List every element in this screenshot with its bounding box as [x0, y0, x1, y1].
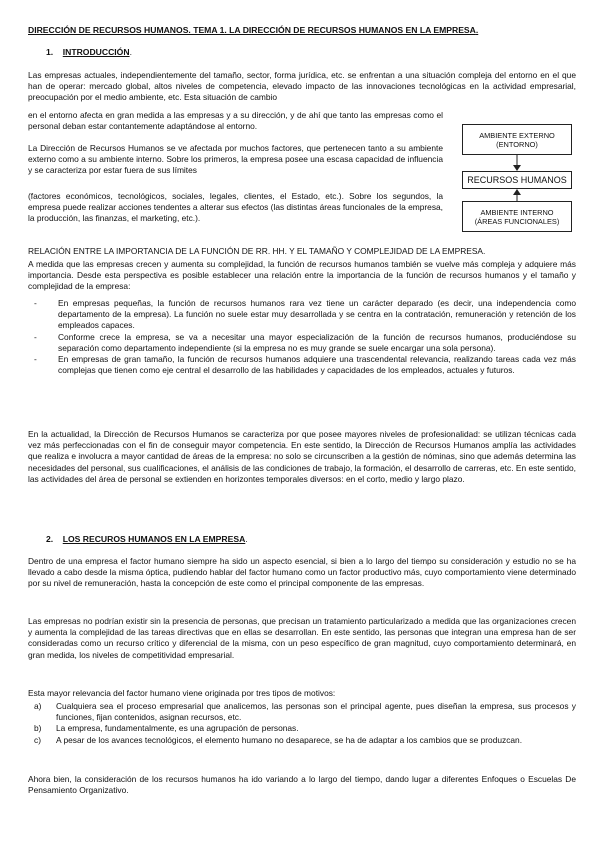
section-2-paragraph-3 [28, 688, 576, 699]
list-item [28, 735, 576, 746]
section-2-paragraph-1 [28, 556, 576, 590]
intro-paragraph-3 [28, 191, 443, 225]
intro-paragraph-1-text: Las empresas actuales, independientemente del tamaño, sector, forma jurídica, etc. se enfrentan a una situación compleja del entorno en el que han de operar: mercado global, altos niveles de competencia, elevado impacto de las innovaciones tecnológicas en la actividad empresarial, preocupación por el medio ambiente, etc. Esta situación de cambio [28, 70, 576, 103]
section-2-number: 2. [46, 534, 54, 544]
list-item-text: A pesar de los avances tecnológicos, el elemento humano no desaparece, se ha de adaptar a los cambios que se produzcan. [56, 734, 523, 745]
section-2-paragraph-4-text: Ahora bien, la consideración de los recursos humanos ha ido variando a lo largo del tiempo, dando lugar a diferentes Enfoques o Escuelas De Pensamiento Organizativo. [28, 774, 576, 796]
list-item [28, 723, 576, 734]
external-environment-label: AMBIENTE EXTERNO [479, 130, 555, 140]
relationship-closing-text: En la actualidad, la Dirección de Recursos Humanos se caracteriza por que posee mayores niveles de profesionalidad: se utilizan técnicas cada vez más perfeccionadas con el fin de conseguir mayor competencia. En este sentido, la Dirección de Recursos Humanos amplía las actividades que realiza e involucra a mayor cantidad de áreas de la empresa: no solo se circunscriben a la gestión de nóminas, sino que además determina las necesidades del personal, sus cualificaciones, el análisis de las condiciones de trabajo, la formación, el desarrollo de carreras, etc. En este sentido, las actividades del área de personal se extienden en horizontes temporales diversos: en el corto, medio y largo plazo. [28, 429, 576, 484]
internal-environment-sublabel: (ÁREAS FUNCIONALES) [474, 216, 560, 226]
document-title [28, 25, 478, 36]
arrow-head-bottom [513, 189, 521, 195]
document-title-text: DIRECCIÓN DE RECURSOS HUMANOS. TEMA 1. LA DIRECCIÓN DE RECURSOS HUMANOS EN LA EMPRESA [28, 25, 476, 35]
intro-paragraph-2 [28, 143, 443, 177]
section-2-title-period: . [245, 534, 248, 544]
section-1-heading [46, 47, 132, 58]
intro-paragraph-1 [28, 70, 576, 104]
list-item [28, 701, 576, 723]
relationship-intro [28, 259, 576, 293]
relationship-heading [28, 246, 485, 257]
section-2-paragraph-3-text: Esta mayor relevancia del factor humano viene originada por tres tipos de motivos: [28, 688, 336, 698]
external-environment-box [462, 124, 572, 155]
section-2-paragraph-4 [28, 774, 576, 796]
section-2-paragraph-2 [28, 616, 576, 661]
list-item-text: Cualquiera sea el proceso empresarial que analicemos, las personas son el principal agente, pues diseñan la empresa, sus procesos y funciones, fijan contenidos, asignan recursos, etc. [56, 701, 576, 723]
intro-paragraph-2-text: La Dirección de Recursos Humanos se ve afectada por muchos factores, que pertenecen tanto a su ambiente externo como a su ambiente interno. Sobre los primeros, la empresa posee una escasa capacidad de influencia y se caracteriza por estar fuera de sus límites [28, 143, 443, 176]
document-title-period: . [475, 25, 479, 35]
list-item [28, 332, 576, 354]
intro-paragraph-3-text: (factores económicos, tecnológicos, sociales, legales, clientes, el Estado, etc.). Sobre los segundos, la empresa puede realizar acciones tendentes a alterar sus efectos (las distintas áreas funcionales de la empresa, la producción, las finanzas, el marketing, etc.). [28, 191, 443, 224]
list-item [28, 354, 576, 376]
company-size-list [28, 298, 576, 376]
human-resources-box [462, 171, 572, 189]
list-item-text: En empresas de gran tamaño, la función de recursos humanos adquiere una trascendental relevancia, realizando tareas cada vez más complejas que tienen como eje central el desarrollo de las habilidades y capacidades de los empleados, actuales y futuros. [58, 354, 576, 376]
intro-paragraph-1-continued [28, 110, 443, 132]
relationship-heading-text: RELACIÓN ENTRE LA IMPORTANCIA DE LA FUNCIÓN DE RR. HH. Y EL TAMAÑO Y COMPLEJIDAD DE LA EMPRESA. [28, 246, 486, 256]
section-2-paragraph-1-text: Dentro de una empresa el factor humano siempre ha sido un aspecto esencial, si bien a lo largo del tiempo su consideración y estudio no se ha llevado a cabo desde la misma óptica, pudiendo hablar del factor humano como un factor productivo más, cuyo comportamiento viene determinado por su nivel de remuneración, hasta la concepción de este como el principal componente de las empresas. [28, 556, 576, 589]
relationship-closing [28, 429, 576, 485]
list-item-marker: - [34, 354, 37, 365]
section-1-title-period: . [129, 47, 132, 57]
list-item-text: En empresas pequeñas, la función de recursos humanos rara vez tiene un carácter deparado (es decir, una independencia como departamento de la empresa). La función no suele estar muy desarrollada y se centra en la contratación, remuneración y retención de los empleados capaces. [58, 298, 576, 331]
list-item-text: Conforme crece la empresa, se va a necesitar una mayor especialización de la función de recursos humanos, produciéndose su separación como departamento independiente (si la empresa no es muy grande se suele encargar una sola persona). [58, 331, 576, 353]
relationship-intro-text: A medida que las empresas crecen y aumenta su complejidad, la función de recursos humanos también se vuelve más compleja y adquiere más importancia. Desde esta perspectiva es posible establecer una relación entre la importancia de la función de recursos humanos y el tamaño y complejidad de la empresa: [28, 259, 576, 292]
list-item-marker: - [34, 331, 37, 342]
section-1-number: 1. [46, 47, 54, 57]
section-2-paragraph-2-text: Las empresas no podrían existir sin la presencia de personas, que precisan un tratamiento particularizado a medida que las organizaciones crecen y aumenta la complejidad de las tareas directivas que en ellas se desarrollan. En este sentido, las personas que integran una empresa han de ser consideradas como un recurso crítico y diferencial de la misma, con un peso específico de gran magnitud, cuyo comportamiento determinará, en gran medida, los niveles de competitividad empresarial. [28, 616, 576, 660]
list-item-marker: b) [34, 723, 42, 734]
list-item [28, 298, 576, 332]
section-2-title: LOS RECUROS HUMANOS EN LA EMPRESA [62, 534, 246, 544]
motives-list [28, 701, 576, 746]
list-item-marker: - [34, 298, 37, 308]
list-item-text: La empresa, fundamentalmente, es una agrupación de personas. [56, 723, 299, 734]
list-item-marker: c) [34, 734, 41, 745]
section-1-title: INTRODUCCIÓN [62, 47, 130, 57]
section-2-heading [46, 534, 248, 545]
human-resources-label: RECURSOS HUMANOS [467, 174, 567, 185]
internal-environment-box [462, 201, 572, 232]
external-environment-sublabel: (ENTORNO) [496, 139, 538, 149]
internal-environment-label: AMBIENTE INTERNO [480, 207, 554, 217]
list-item-marker: a) [34, 701, 42, 711]
intro-paragraph-1b-text: en el entorno afecta en gran medida a las empresas y a su dirección, y de ahí que tanto las empresas como el personal deban estar contantemente adaptándose al entorno. [28, 110, 443, 132]
